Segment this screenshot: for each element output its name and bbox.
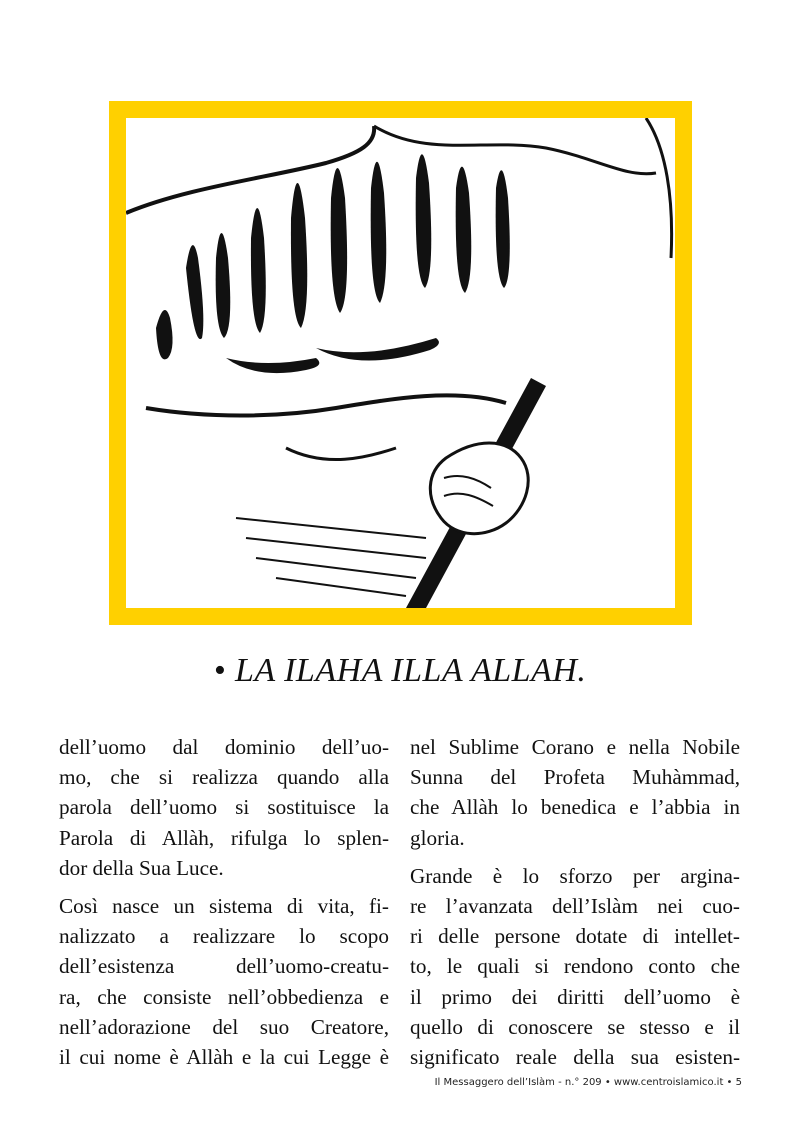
- text-line: ra, che consiste nell’obbedienza e: [59, 984, 389, 1009]
- paragraph: [410, 732, 740, 853]
- text-line: il cui nome è Allàh e la cui Legge è: [59, 1045, 389, 1070]
- text-line: gloria.: [410, 825, 465, 850]
- text-line: dell’uomo dal dominio dell’uo-: [59, 735, 389, 759]
- text-line: ri delle persone dotate di intellet-: [410, 924, 740, 949]
- text-line: quello di conoscere se stesso e il: [410, 1014, 740, 1039]
- text-line: Grande è lo sforzo per argina-: [410, 863, 740, 888]
- paragraph: [59, 891, 389, 1072]
- left-column: [59, 732, 389, 1080]
- text-line: nell’adorazione del suo Creatore,: [59, 1014, 389, 1039]
- right-column: [410, 732, 740, 1080]
- text-line: Sunna del Profeta Muhàmmad,: [410, 765, 740, 790]
- text-line: nel Sublime Corano e nella Nobile: [410, 735, 740, 759]
- illustration-frame: [109, 101, 692, 625]
- hand-holding-flag-icon: [126, 118, 675, 608]
- paragraph: [410, 861, 740, 1072]
- text-line: dor della Sua Luce.: [59, 855, 224, 880]
- text-line: dell’esistenza dell’uomo-creatu-: [59, 954, 389, 979]
- text-line: re l’avanzata dell’Islàm nei cuo-: [410, 894, 740, 919]
- text-line: Così nasce un sistema di vita, fi-: [59, 894, 389, 919]
- text-line: nalizzato a realizzare lo scopo: [59, 924, 389, 949]
- illustration-caption: • LA ILAHA ILLA ALLAH.: [213, 652, 587, 689]
- page-footer: Il Messaggero dell’Islàm - n.° 209 • www.centroislamico.it • 5: [434, 1077, 742, 1088]
- text-line: che Allàh lo benedica e l’abbia in: [410, 795, 740, 820]
- text-line: il primo dei diritti dell’uomo è: [410, 984, 740, 1009]
- text-line: mo, che si realizza quando alla: [59, 765, 389, 790]
- text-line: Parola di Allàh, rifulga lo splen-: [59, 825, 389, 850]
- text-line: significato reale della sua esisten-: [410, 1045, 740, 1070]
- text-line: to, le quali si rendono conto che: [410, 954, 740, 979]
- text-line: parola dell’uomo si sostituisce la: [59, 795, 389, 820]
- illustration: [126, 118, 675, 608]
- paragraph: [59, 732, 389, 883]
